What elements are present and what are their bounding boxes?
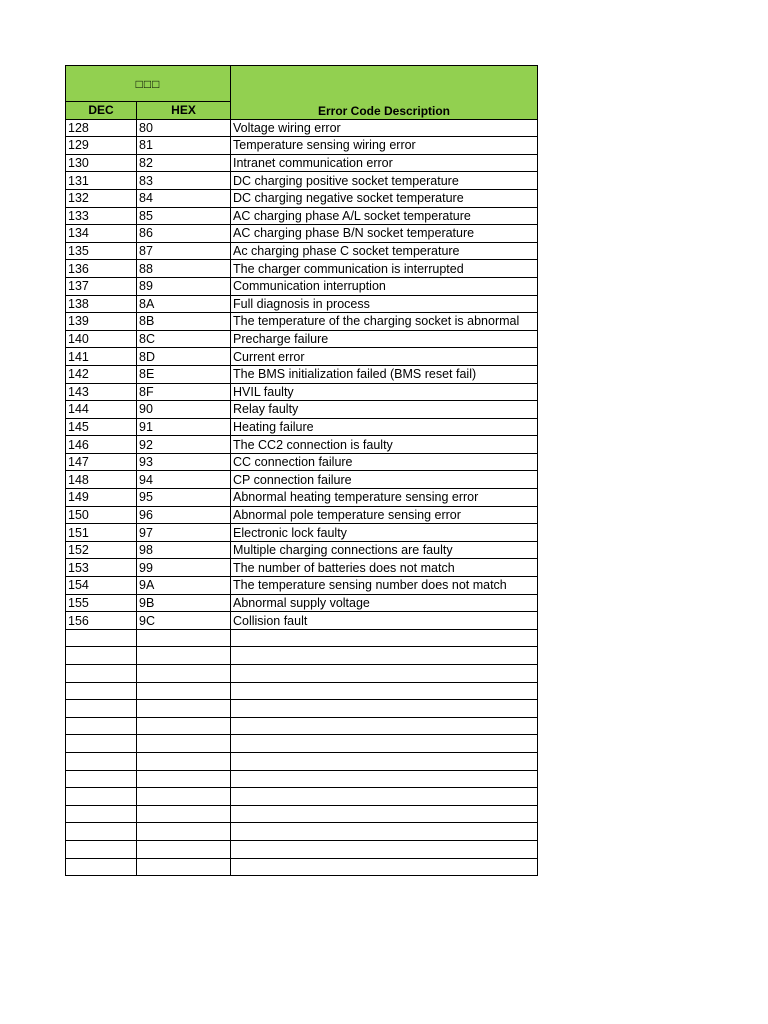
dec-cell: 140 xyxy=(66,330,137,348)
description-cell: Multiple charging connections are faulty xyxy=(231,541,538,559)
table-row xyxy=(66,858,538,876)
dec-cell: 136 xyxy=(66,260,137,278)
description-cell: The temperature sensing number does not match xyxy=(231,577,538,595)
hex-cell xyxy=(137,858,231,876)
hex-cell: 83 xyxy=(137,172,231,190)
hex-cell xyxy=(137,735,231,753)
hex-cell: 86 xyxy=(137,225,231,243)
hex-cell: 80 xyxy=(137,119,231,137)
description-cell: Voltage wiring error xyxy=(231,119,538,137)
dec-cell xyxy=(66,717,137,735)
dec-cell: 154 xyxy=(66,577,137,595)
error-code-table xyxy=(65,65,538,876)
table-row xyxy=(66,295,538,313)
table-row xyxy=(66,577,538,595)
dec-cell xyxy=(66,629,137,647)
hex-cell: 95 xyxy=(137,489,231,507)
dec-cell: 143 xyxy=(66,383,137,401)
dec-cell: 129 xyxy=(66,137,137,155)
hex-cell: 92 xyxy=(137,436,231,454)
description-cell: Collision fault xyxy=(231,612,538,630)
hex-cell xyxy=(137,840,231,858)
dec-cell: 131 xyxy=(66,172,137,190)
description-cell: Temperature sensing wiring error xyxy=(231,137,538,155)
table-row xyxy=(66,752,538,770)
dec-cell: 139 xyxy=(66,313,137,331)
dec-cell: 146 xyxy=(66,436,137,454)
code-group-label: □□□ xyxy=(135,76,161,91)
hex-cell: 8A xyxy=(137,295,231,313)
table-row xyxy=(66,189,538,207)
dec-cell: 141 xyxy=(66,348,137,366)
description-cell xyxy=(231,823,538,841)
hex-cell: 89 xyxy=(137,277,231,295)
dec-cell: 130 xyxy=(66,154,137,172)
description-cell xyxy=(231,717,538,735)
table-row xyxy=(66,717,538,735)
dec-cell xyxy=(66,805,137,823)
description-cell: Full diagnosis in process xyxy=(231,295,538,313)
dec-cell: 153 xyxy=(66,559,137,577)
hex-cell: 98 xyxy=(137,541,231,559)
hex-cell: 9B xyxy=(137,594,231,612)
hex-cell: 94 xyxy=(137,471,231,489)
dec-cell: 132 xyxy=(66,189,137,207)
description-cell: AC charging phase B/N socket temperature xyxy=(231,225,538,243)
hex-cell xyxy=(137,788,231,806)
table-row xyxy=(66,770,538,788)
description-cell: Ac charging phase C socket temperature xyxy=(231,242,538,260)
table-row xyxy=(66,453,538,471)
hex-cell xyxy=(137,629,231,647)
description-cell xyxy=(231,682,538,700)
table-row xyxy=(66,700,538,718)
table-row xyxy=(66,172,538,190)
hex-cell: 87 xyxy=(137,242,231,260)
dec-cell: 135 xyxy=(66,242,137,260)
header-row-top xyxy=(66,66,538,102)
table-row xyxy=(66,735,538,753)
description-cell: Precharge failure xyxy=(231,330,538,348)
description-cell xyxy=(231,629,538,647)
description-cell: Abnormal supply voltage xyxy=(231,594,538,612)
table-row xyxy=(66,612,538,630)
dec-cell xyxy=(66,752,137,770)
table-row xyxy=(66,330,538,348)
dec-cell: 128 xyxy=(66,119,137,137)
dec-cell: 156 xyxy=(66,612,137,630)
description-cell: Communication interruption xyxy=(231,277,538,295)
description-cell: The BMS initialization failed (BMS reset fail) xyxy=(231,365,538,383)
description-cell xyxy=(231,700,538,718)
table-row xyxy=(66,788,538,806)
dec-cell xyxy=(66,858,137,876)
description-cell xyxy=(231,752,538,770)
dec-cell: 155 xyxy=(66,594,137,612)
code-group-header xyxy=(66,66,231,102)
table-row xyxy=(66,119,538,137)
dec-cell xyxy=(66,665,137,683)
table-row xyxy=(66,154,538,172)
description-cell: Relay faulty xyxy=(231,401,538,419)
dec-cell: 145 xyxy=(66,418,137,436)
description-cell xyxy=(231,858,538,876)
dec-cell: 148 xyxy=(66,471,137,489)
table-row xyxy=(66,242,538,260)
hex-cell: 97 xyxy=(137,524,231,542)
hex-cell: 9A xyxy=(137,577,231,595)
hex-cell: 8C xyxy=(137,330,231,348)
dec-cell: 133 xyxy=(66,207,137,225)
hex-cell: 85 xyxy=(137,207,231,225)
dec-cell xyxy=(66,682,137,700)
hex-header: HEX xyxy=(137,102,231,120)
hex-cell: 90 xyxy=(137,401,231,419)
table-row xyxy=(66,348,538,366)
description-cell: The number of batteries does not match xyxy=(231,559,538,577)
description-cell xyxy=(231,805,538,823)
table-row xyxy=(66,805,538,823)
table-row xyxy=(66,225,538,243)
table-row xyxy=(66,137,538,155)
table-row xyxy=(66,823,538,841)
dec-cell: 142 xyxy=(66,365,137,383)
description-cell: DC charging negative socket temperature xyxy=(231,189,538,207)
dec-cell xyxy=(66,647,137,665)
table-row xyxy=(66,489,538,507)
table-row xyxy=(66,629,538,647)
description-cell: Abnormal heating temperature sensing error xyxy=(231,489,538,507)
hex-cell: 9C xyxy=(137,612,231,630)
dec-cell xyxy=(66,735,137,753)
table-row xyxy=(66,665,538,683)
table-row xyxy=(66,260,538,278)
dec-cell: 134 xyxy=(66,225,137,243)
dec-cell xyxy=(66,770,137,788)
hex-cell xyxy=(137,717,231,735)
dec-cell: 138 xyxy=(66,295,137,313)
description-header: Error Code Description xyxy=(231,66,538,120)
table-row xyxy=(66,471,538,489)
table-row xyxy=(66,559,538,577)
hex-cell xyxy=(137,770,231,788)
description-cell xyxy=(231,840,538,858)
description-cell: AC charging phase A/L socket temperature xyxy=(231,207,538,225)
table-row xyxy=(66,524,538,542)
hex-cell xyxy=(137,647,231,665)
table-row xyxy=(66,647,538,665)
table-row xyxy=(66,418,538,436)
table-row xyxy=(66,207,538,225)
hex-cell xyxy=(137,665,231,683)
hex-cell: 82 xyxy=(137,154,231,172)
table-row xyxy=(66,401,538,419)
hex-cell: 8D xyxy=(137,348,231,366)
description-cell: CP connection failure xyxy=(231,471,538,489)
description-cell xyxy=(231,665,538,683)
table-row xyxy=(66,840,538,858)
table-row xyxy=(66,365,538,383)
hex-cell xyxy=(137,700,231,718)
dec-cell: 147 xyxy=(66,453,137,471)
description-cell: Intranet communication error xyxy=(231,154,538,172)
dec-cell: 150 xyxy=(66,506,137,524)
description-cell: The temperature of the charging socket is abnormal xyxy=(231,313,538,331)
dec-cell: 151 xyxy=(66,524,137,542)
dec-cell: 149 xyxy=(66,489,137,507)
description-cell: The charger communication is interrupted xyxy=(231,260,538,278)
description-cell: Heating failure xyxy=(231,418,538,436)
dec-cell xyxy=(66,840,137,858)
description-cell: Abnormal pole temperature sensing error xyxy=(231,506,538,524)
dec-cell xyxy=(66,788,137,806)
hex-cell: 8E xyxy=(137,365,231,383)
description-cell: Electronic lock faulty xyxy=(231,524,538,542)
hex-cell xyxy=(137,752,231,770)
table-row xyxy=(66,682,538,700)
description-cell xyxy=(231,647,538,665)
table-row xyxy=(66,506,538,524)
description-cell: DC charging positive socket temperature xyxy=(231,172,538,190)
description-cell xyxy=(231,770,538,788)
dec-cell: 152 xyxy=(66,541,137,559)
description-cell: The CC2 connection is faulty xyxy=(231,436,538,454)
hex-cell xyxy=(137,823,231,841)
table-row xyxy=(66,436,538,454)
hex-cell: 8B xyxy=(137,313,231,331)
description-cell: Current error xyxy=(231,348,538,366)
hex-cell: 91 xyxy=(137,418,231,436)
dec-cell xyxy=(66,700,137,718)
hex-cell: 84 xyxy=(137,189,231,207)
hex-cell: 88 xyxy=(137,260,231,278)
hex-cell: 99 xyxy=(137,559,231,577)
description-cell: CC connection failure xyxy=(231,453,538,471)
hex-cell: 96 xyxy=(137,506,231,524)
table-row xyxy=(66,313,538,331)
error-code-table-body xyxy=(66,66,538,876)
table-row xyxy=(66,383,538,401)
description-cell: HVIL faulty xyxy=(231,383,538,401)
table-row xyxy=(66,541,538,559)
hex-cell: 81 xyxy=(137,137,231,155)
dec-header: DEC xyxy=(66,102,137,120)
description-cell xyxy=(231,735,538,753)
hex-cell: 8F xyxy=(137,383,231,401)
hex-cell: 93 xyxy=(137,453,231,471)
table-row xyxy=(66,594,538,612)
dec-cell: 137 xyxy=(66,277,137,295)
dec-cell xyxy=(66,823,137,841)
dec-cell: 144 xyxy=(66,401,137,419)
table-row xyxy=(66,277,538,295)
description-cell xyxy=(231,788,538,806)
hex-cell xyxy=(137,682,231,700)
hex-cell xyxy=(137,805,231,823)
